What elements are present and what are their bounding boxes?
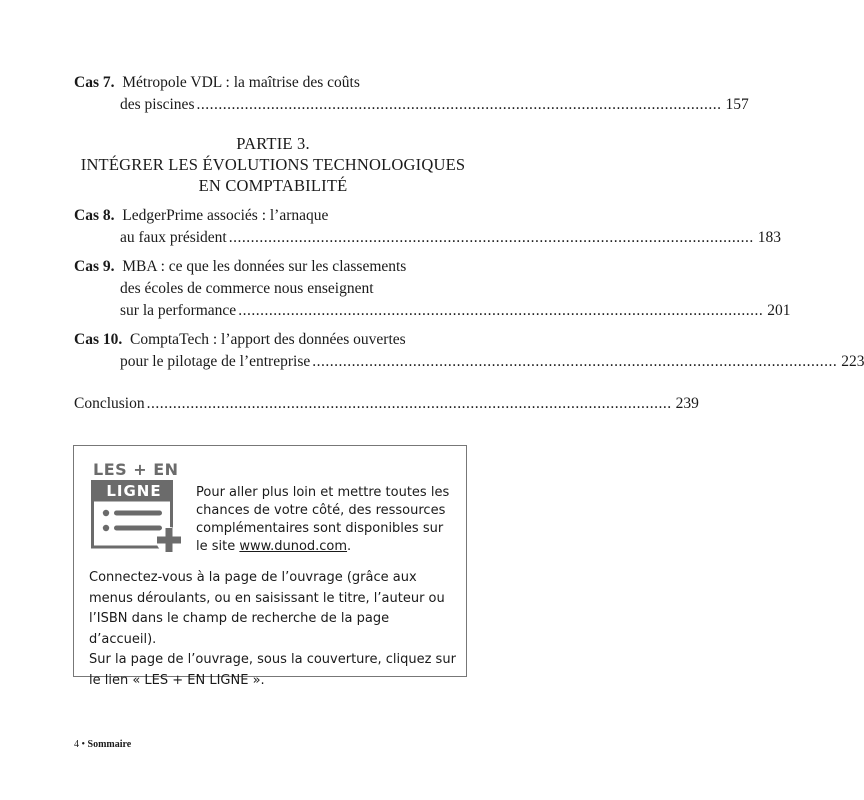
intro-text: Pour aller plus loin et mettre toutes les chances de votre côté, des ressources complémentaires sont disponibles sur le site [196,485,450,554]
toc-entry-cas9[interactable] [74,256,791,322]
resources-intro [196,484,458,556]
toc-leader: ........................................................................................................................ [312,353,838,370]
toc-title-cont: sur la performance [120,302,237,319]
toc-page: 157 [725,96,749,113]
toc-number: Cas 9. [74,258,115,275]
toc-title: Conclusion [74,395,145,412]
toc-entry-conclusion[interactable] [74,393,699,415]
toc-entry-cas7[interactable] [74,72,749,116]
part-number: PARTIE 3. [236,134,310,153]
toc-leader: ........................................................................................................................ [146,395,672,412]
online-resources-box [73,445,467,688]
toc-entry-cas10[interactable] [74,329,864,373]
les-plus-en-ligne-logo [91,460,186,555]
toc-title-cont: au faux président [120,229,227,246]
part-title-line1: INTÉGRER LES ÉVOLUTIONS TECHNOLOGIQUES [80,155,466,174]
toc-page: 223 [841,353,864,370]
footer-bullet: • [81,739,86,750]
toc-page: 201 [767,302,791,319]
part-title-line2: EN COMPTABILITÉ [198,176,348,195]
toc-entry-cas8[interactable] [74,205,781,249]
table-of-contents [74,72,864,415]
section-name: Sommaire [87,739,132,750]
toc-leader: ........................................................................................................................ [238,302,764,319]
logo-text-top: LES + EN [93,460,179,479]
page-footer [74,739,131,750]
logo-text-bottom: LIGNE [106,482,162,500]
part-heading [74,133,472,196]
toc-page: 239 [675,395,699,412]
toc-number: Cas 8. [74,207,115,224]
toc-title: Métropole VDL : la maîtrise des coûts [122,74,360,91]
toc-title-cont: des écoles de commerce nous enseignent [120,280,374,297]
toc-leader: ........................................................................................................................ [196,96,722,113]
toc-number: Cas 10. [74,331,123,348]
toc-title-cont: pour le pilotage de l’entreprise [120,353,311,370]
instructions-paragraph-1: Connectez-vous à la page de l’ouvrage (grâce aux menus déroulants, ou en saisissant le titre, l’auteur ou l’ISBN dans le champ de recherche de la page d’accueil). [89,570,445,647]
toc-title: MBA : ce que les données sur les classements [122,258,407,275]
toc-page: 183 [757,229,781,246]
toc-number: Cas 7. [74,74,115,91]
access-instructions [89,568,459,691]
dunod-link[interactable]: www.dunod.com [239,539,348,554]
toc-leader: ........................................................................................................................ [228,229,754,246]
toc-title: ComptaTech : l’apport des données ouvertes [129,331,406,348]
toc-title: LedgerPrime associés : l’arnaque [122,207,329,224]
intro-end: . [347,539,352,554]
page-number: 4 [74,739,79,750]
toc-title-cont: des piscines [120,96,195,113]
instructions-paragraph-2: Sur la page de l’ouvrage, sous la couverture, cliquez sur le lien « LES + EN LIGNE ». [89,652,456,688]
